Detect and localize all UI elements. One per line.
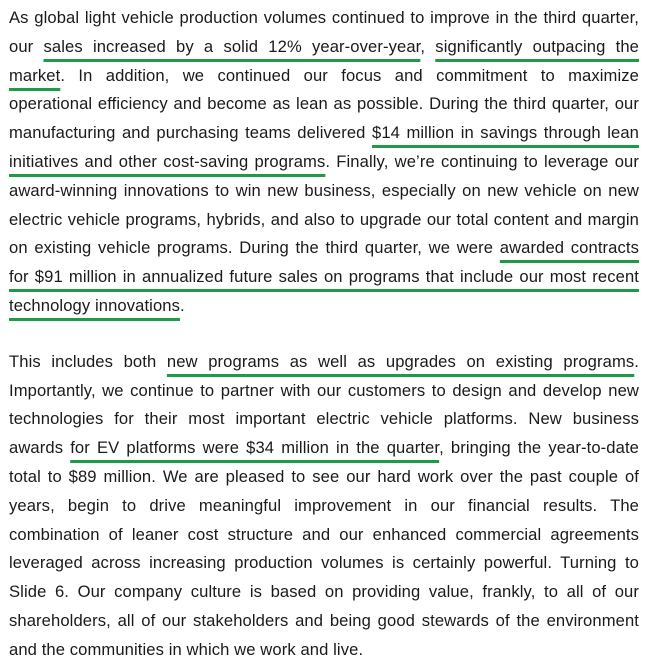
text-run: . Importantly, we continue to partner with our customers to design and develop new technologies for their most important electric vehicle platforms. New business awards xyxy=(9,351,639,458)
highlighted-phrase: new programs as well as upgrades on existing programs xyxy=(166,351,635,371)
highlighted-phrase: sales increased by a solid 12% year-over-year xyxy=(43,36,421,56)
text-run: . xyxy=(180,295,185,315)
text-run: As global light vehicle production volumes continued to improve in the third quarter, our xyxy=(9,8,639,56)
text-run: , bringing the year-to-date total to $89 million. We are pleased to see our hard work over the past couple of years, begin to drive meaningful improvement in our financial results. The combination of leaner cost structure and our enhanced commercial agreements leveraged across increasing production volumes is certainly powerful. Turning to Slide 6. Our company culture is based on providing value, frankly, to all of our shareholders, all of our stakeholders and being good stewards of the environment and the communities in which we work and live. xyxy=(9,438,639,659)
text-run: , xyxy=(420,36,436,56)
text-run: . Finally, we’re continuing to leverage our award-winning innovations to win new business, especially on new vehicle on new electric vehicle programs, hybrids, and also to upgrade our total content and margin on existing vehicle programs. During the third quarter, we were xyxy=(9,151,639,258)
paragraph-1 xyxy=(9,4,639,321)
highlighted-phrase: awarded contracts for $91 million in annualized future sales on programs that include our most recent technology innovations xyxy=(9,238,639,315)
highlighted-phrase: $14 million in savings through lean initiatives and other cost-saving programs xyxy=(9,123,639,171)
text-run: This includes both xyxy=(9,351,167,371)
highlighted-phrase: significantly outpacing the market xyxy=(9,36,640,85)
highlighted-phrase: for EV platforms were $34 million in the quarter xyxy=(70,438,440,458)
text-run: . In addition, we continued our focus and commitment to maximize operational efficiency and become as lean as possible. During the third quarter, our manufacturing and purchasing teams delivered xyxy=(9,65,639,143)
paragraph-2 xyxy=(9,348,639,665)
